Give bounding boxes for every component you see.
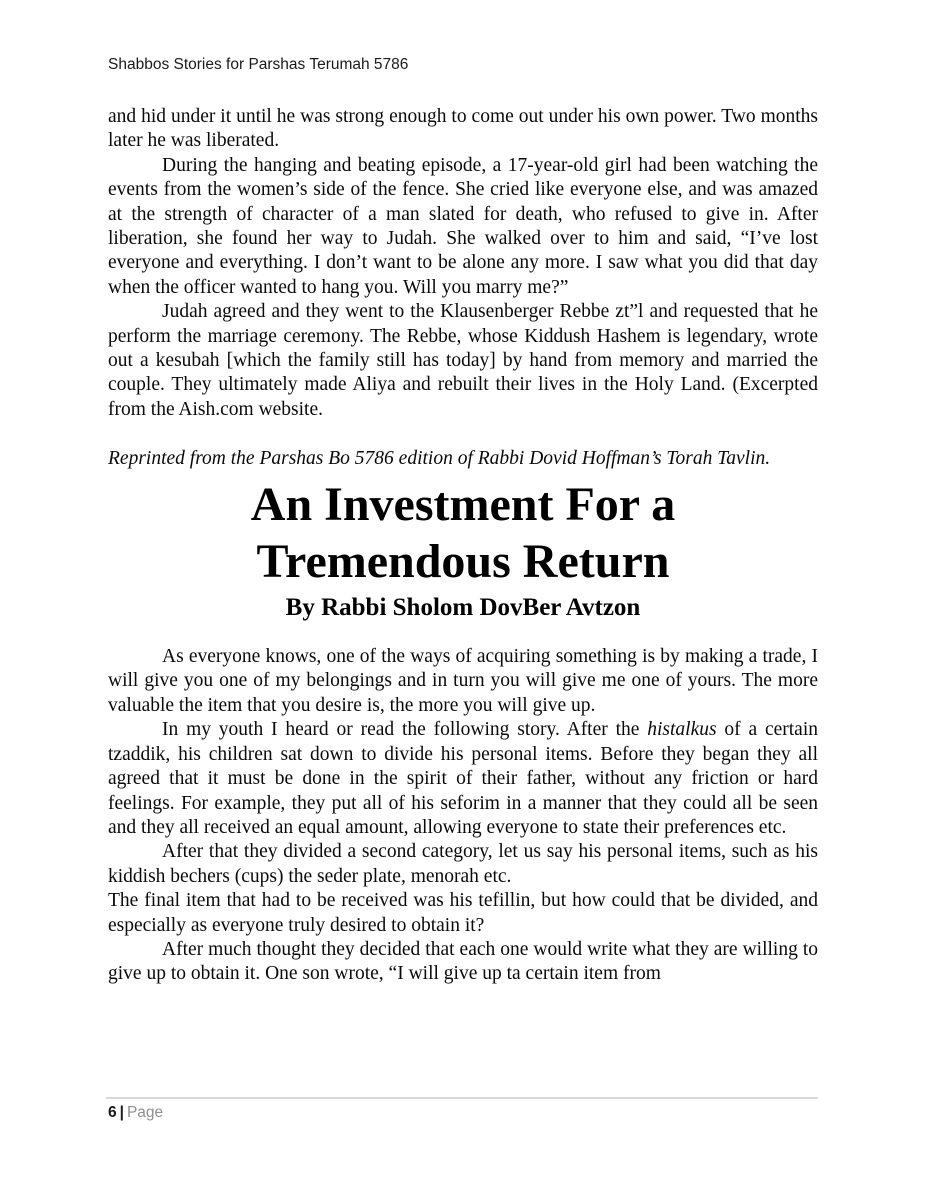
- footer-page-label: Page: [126, 1104, 164, 1121]
- paragraph-trade-intro: As everyone knows, one of the ways of acquiring something is by making a trade, I will give you one of my belongings and in turn you will give me one of yours. The more valuable the item that you desire is, the more you will give up.: [108, 646, 818, 716]
- reprint-credit: Reprinted from the Parshas Bo 5786 edition of Rabbi Dovid Hoffman’s Torah Tavlin.: [108, 447, 771, 469]
- page-footer: [106, 1097, 818, 1122]
- article-title-line-1: An Investment For a: [250, 478, 676, 532]
- footer-divider: [106, 1097, 818, 1099]
- paragraph-girl-story: During the hanging and beating episode, a 17-year-old girl had been watching the events from the women’s side of the fence. She cried like everyone else, and was amazed at the strength of character of a man slated for death, who refused to give in. After liberation, she found her way to Judah. She walked over to him and said, “I’ve lost everyone and everything. I don’t want to be alone any more. I saw what you did that day when the officer wanted to hang you. Will you marry me?”: [108, 154, 818, 298]
- paragraph-segment: In my youth I heard or read the following story. After the: [162, 719, 648, 741]
- footer-separator: |: [119, 1104, 124, 1121]
- paragraph-marriage: Judah agreed and they went to the Klausenberger Rebbe zt”l and requested that he perform the marriage ceremony. The Rebbe, whose Kiddush Hashem is legendary, wrote out a kesubah [which the family still has today] by hand from memory and married the couple. They ultimately made Aliya and rebuilt their lives in the Holy Land. (Excerpted from the Aish.com website.: [108, 301, 818, 420]
- footer-text: [106, 1103, 818, 1122]
- page-number: 6: [108, 1104, 117, 1121]
- article-title: [108, 476, 818, 590]
- header-title: Shabbos Stories for Parshas Terumah 5786: [108, 56, 409, 73]
- paragraph-final: After much thought they decided that each one would write what they are willing to give up to obtain it. One son wrote, “I will give up ta certain item from: [108, 938, 818, 985]
- paragraph-histalkus-story: [108, 718, 818, 840]
- paragraph-tefillin: The final item that had to be received was his tefillin, but how could that be divided, and especially as everyone truly desired to obtain it?: [108, 890, 818, 936]
- article-title-line-2: Tremendous Return: [256, 535, 670, 589]
- paragraph-segment: of a certain tzaddik, his children sat down to divide his personal items. Before they began they all agreed that it must be done in the spirit of their father, without any friction or hard feelings. For example, they put all of his seforim in a manner that they could all be seen and they all received an equal amount, allowing everyone to state their preferences etc.: [108, 719, 818, 838]
- article-byline: By Rabbi Sholom DovBer Avtzon: [285, 594, 641, 622]
- paragraph-second-category: After that they divided a second category, let us say his personal items, such as his kiddish bechers (cups) the seder plate, menorah etc.: [108, 841, 818, 887]
- paragraph-continuation: and hid under it until he was strong enough to come out under his own power. Two months later he was liberated.: [108, 106, 818, 152]
- italic-term-histalkus: histalkus: [647, 719, 717, 741]
- page-header: [108, 56, 818, 74]
- document-body: [108, 105, 818, 987]
